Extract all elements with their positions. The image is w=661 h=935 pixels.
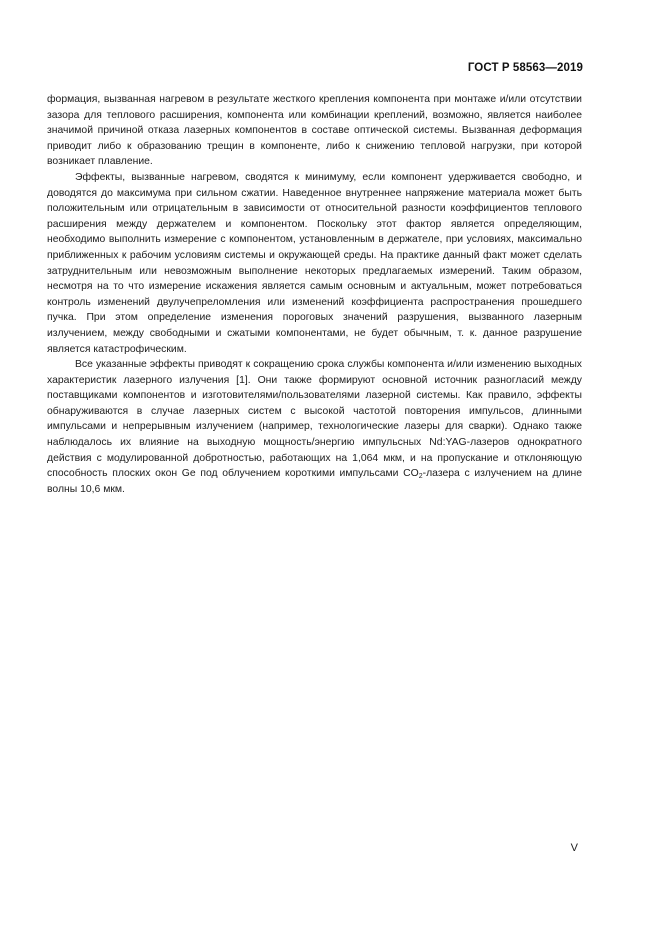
paragraph-2: Эффекты, вызванные нагревом, сводятся к минимуму, если компонент удерживается свободно, и доводятся до максимума при сильном сжатии. Наведенное внутреннее напряжение материала может быть положительным или отрицательным в зависимости от относительной разности коэффициентов теплового расширения между держателем и компонентом. Поскольку этот фактор является определяющим, необходимо выполнить измерение с компонентом, установленным в держателе, при условиях, максимально приближенных к рабочим условиям системы и окружающей среды. На практике данный факт может сделать затруднительным или невозможным выполнение некоторых предлагаемых измерений. Таким образом, несмотря на то что измерение искажения является самым основным и актуальным, может потребоваться контроль изменений двулучепреломления или изменений коэффициента распространения прошедшего пучка. При этом определение изменения пороговых значений разрушения, вызванного лазерным излучением, между свободными и сжатыми компонентами, не будет обычным, т. к. данное разрушение является катастрофическим. (47, 171, 582, 355)
paragraph-3-text-end: -лазера с излучением на длине волны 10,6 мкм. (47, 468, 582, 495)
paragraph-3 (47, 357, 582, 497)
co2-subscript: 2 (418, 473, 423, 481)
paragraph-1: формация, вызванная нагревом в результате жесткого крепления компонента при монтаже и/или отсутствии зазора для теплового расширения, компонента или комбинации креплений, возможно, является наиболее значимой причиной отказа лазерных компонентов в составе оптической системы. Вызванная деформация приводит либо к образованию трещин в компоненте, либо к снижению тепловой нагрузки, при которой возникает плавление. (47, 94, 582, 168)
body-text (47, 92, 582, 497)
standard-code-header: ГОСТ Р 58563—2019 (467, 62, 583, 74)
paragraph-3-text: Все указанные эффекты приводят к сокращению срока службы компонента и/или изменению выходных характеристик лазерного излучения [1]. Они также формируют основной источник разногласий между поставщиками компонентов и изготовителями/пользователями лазерной системы. Как правило, эффекты обнаруживаются в случае лазерных систем с высокой частотой повторения импульсов, длинными импульсами и непрерывным излучением (например, технологические лазеры для сварки). Однако также наблюдалось их влияние на выходную мощность/энергию импульсных Nd:YAG-лазеров однократного действия с модулированной добротностью, работающих на 1,064 мкм, и на пропускание и отклоняющую способность плоских окон Ge под облучением короткими импульсами CO (47, 359, 582, 480)
page-number: V (570, 842, 578, 854)
